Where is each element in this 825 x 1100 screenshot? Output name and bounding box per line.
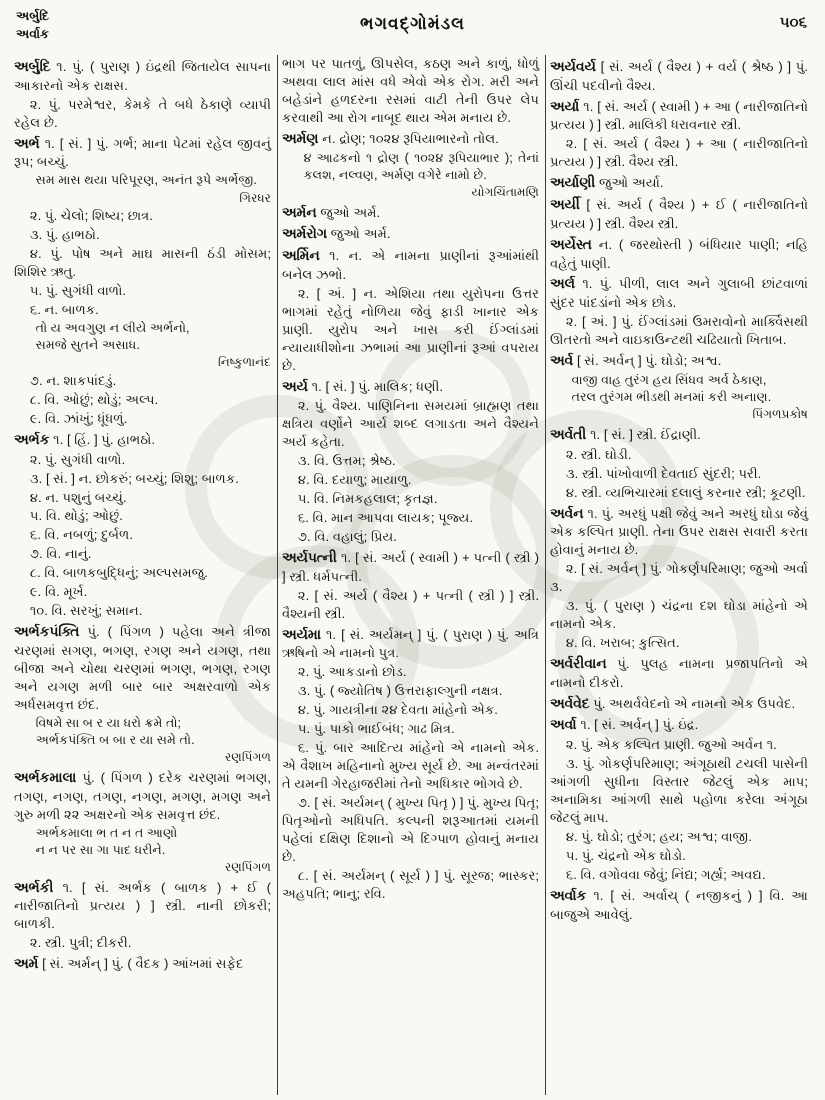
entry-sense: ૫. વિ. નિમકહલાલ; કૃતજ્ઞ. — [297, 491, 438, 507]
dictionary-entry: અર્વ [ સં. અર્વન્ ] પું. ઘોડો; અશ્વ. — [550, 353, 722, 369]
entry-sense: ૨. સ્ત્રી. ઘોડી. — [565, 446, 632, 462]
entry-sense: ૪. પું. પોષ અને માઘ માસની ઠંડી મોસમ; શિશિર ઋતુ. — [14, 246, 271, 280]
citation-source: રણપિંગળ — [225, 750, 271, 765]
dictionary-entry: અર્વા ૧. [ સં. અર્વન્ ] પું. ઇંદ્ર. — [550, 717, 699, 733]
dictionary-entry: અર્વાક ૧. [ સં. અર્વાચ્ ( નજીકનું ) ] વિ. આ બાજુએ આવેલું. — [550, 887, 808, 922]
entry-sense: ૨. [ સં. અર્ય ( વૈશ્ય ) + પત્ની ( સ્ત્રી ) ] સ્ત્રી. વૈશ્યની સ્ત્રી. — [282, 587, 539, 621]
quote-line: વાજી વાહ તુરંગ હય સિંધવ અર્વ ઠેકાણ, — [571, 372, 767, 387]
entry-sense: ૬. ન. બાળક. — [29, 301, 99, 317]
page-header — [16, 6, 809, 52]
entry-sense: ૪. વિ. દયાળુ; માયાળુ. — [297, 472, 412, 488]
page-number: ૫૦૬ — [779, 14, 807, 31]
dictionary-entry: અર્યમા ૧. [ સં. અર્યમન્ ] પું. ( પુરાણ ) પું. અત્રિ ઋષિનો એ નામનો પુત્ર. — [282, 626, 540, 661]
verse-quote — [14, 172, 271, 206]
book-title: ભગવદ્ગોમંડલ — [360, 14, 465, 33]
continuation-paragraph: ભાગ પર પાતળું, ઊપસેલ, કઠણ અને કાળું, ધોળું અથવા લાલ માંસ વધે એવો એક રોગ. મરી અને બહેડાંને હળદરના રસમાં વાટી તેની ઉપર લેપ કરવાથી આ રોગ નાબૂદ થાય એમ મનાય છે. — [282, 56, 539, 125]
guide-word-last: અર્વાક — [16, 26, 49, 41]
quote-line: ન ન પર સા ગા પાદ ધરીને. — [35, 842, 166, 857]
quote-line: તો ય અવગુણ ન લીયે અર્ભનો, — [35, 320, 190, 335]
headword: અર્ભકપંક્તિ — [14, 624, 88, 640]
citation-source: યોગચિંતામણિ — [471, 185, 539, 200]
entry-sense: ૨. પું. સુગંધી વાળો. — [29, 451, 126, 467]
entry-sense: ૬. વિ. નબળું; દુર્બળ. — [29, 527, 134, 543]
quote-line: અર્ભકમાલા ભ ત ન ત આણો — [35, 825, 178, 840]
entry-sense: ૧૦. વિ. સરખું; સમાન. — [29, 603, 143, 619]
entry-sense: ૩. [ સં. ] ન. છોકરું; બચ્ચું; શિશુ; બાળક. — [29, 470, 239, 486]
dictionary-entry: અર્વરીવાન પું. પુલહ નામના પ્રજાપતિનો એ નામનો દીકરો. — [550, 655, 808, 690]
entry-sense: ૨. પું. આકડાનો છોડ. — [297, 664, 407, 680]
entry-sense: ૮. [ સં. અર્યમન્ ( સૂર્ય ) ] પું. સૂરજ; ભાસ્કર; અહપતિ; ભાનુ; રવિ. — [282, 867, 539, 901]
verse-quote — [14, 825, 271, 876]
entry-sense: ૩. સ્ત્રી. પાંખોવાળી દેવતાઈ સુંદરી; પરી. — [565, 465, 762, 481]
dictionary-entry: અર્ભકી ૧. [ સં. અર્ભક ( બાળક ) + ઈ ( નારીજાતિનો પ્રત્યય ) ] સ્ત્રી. નાની છોકરી; બાળકી. — [14, 879, 271, 932]
headword: અર્વાક — [550, 887, 594, 903]
headword: અર્યા — [550, 98, 584, 114]
dictionary-entry: અર્યાણી જુઓ અર્યા. — [550, 175, 664, 191]
headword: અર્વા — [550, 717, 581, 733]
entry-sense: ૨. પું. એક કલ્પિત પ્રાણી. જુઓ અર્વન ૧. — [565, 737, 777, 753]
entry-sense: ૬. વિ. વગોવવા જેવું; નિંદ્ય; ગર્હ્ય; અવદ્ય. — [565, 866, 766, 882]
headword: અર્મણ — [282, 130, 323, 146]
entry-sense: ૭. ન. શાકપાંદડું. — [29, 373, 117, 389]
citation-source: ગિરધર — [239, 190, 271, 205]
entry-sense: ૯. વિ. ઝાંખું; ધૂંધળું. — [29, 410, 128, 426]
headword: અર્યેસ્ત — [550, 236, 599, 252]
headword: અર્યવર્ય — [550, 59, 601, 74]
dictionary-entry: અર્વવેદ પું. અથર્વવેદનો એ નામનો એક ઉપવેદ. — [550, 695, 796, 711]
entry-sense: ૩. પું. ગોકર્ણપરિમાણ; અંગૂઠાથી ટચલી પાસેની આંગળી સુધીના વિસ્તાર જેટલું એક માપ; અનામિકા આંગળી સાથે પહોળા કરેલા અંગૂઠા જેટલું માપ. — [550, 756, 808, 825]
dictionary-entry: અર્યવર્ય [ સં. અર્ય ( વૈશ્ય ) + વર્ય ( શ્રેષ્ઠ ) ] પું. ઊંચી પદવીનો વૈશ્ય. — [550, 59, 808, 93]
dictionary-entry: અર્મન જુઓ અર્મ. — [282, 204, 381, 220]
entry-sense: ૩. પું. ( પુરાણ ) ચંદ્રના દશ ઘોડા માંહેનો એ નામનો એક. — [550, 598, 808, 632]
headword: અર્યમા — [282, 626, 327, 642]
entry-sense: ૪. પું. ગાયત્રીના ૨૪ દેવતા માંહેનો એક. — [297, 702, 498, 718]
dictionary-entry: અર્યા ૧. [ સં. અર્ય ( સ્વામી ) + આ ( નારીજાતિનો પ્રત્યય ) ] સ્ત્રી. માલિકી ધરાવનાર સ્ત્રી. — [550, 98, 808, 133]
column-2 — [278, 55, 546, 1095]
dictionary-entry: અર્ભક ૧. [ હિં. ] પું. હાભઠો. — [14, 431, 155, 447]
entry-sense: ૪. વિ. ખરાબ; કુત્સિત. — [565, 635, 680, 651]
dictionary-entry: અર્મરોગ જુઓ અર્મ. — [282, 226, 391, 242]
dictionary-entry: અર્યપત્ની ૧. [ સં. અર્ય ( સ્વામી ) + પત્ની ( સ્ત્રી ) ] સ્ત્રી. ધર્મપત્ની. — [282, 550, 540, 584]
dictionary-entry: અર્મિન ૧. ન. એ નામના પ્રાણીનાં રૂઆંમાંથી બનેલ ઝભો. — [282, 248, 539, 282]
entry-sense: ૨. સ્ત્રી. પુત્રી; દીકરી. — [29, 935, 132, 951]
headword: અર્મરોગ — [282, 226, 331, 242]
entry-sense: ૩. વિ. ઉત્તમ; શ્રેષ્ઠ. — [297, 453, 396, 469]
entry-sense: ૫. વિ. થોડું; ઓછું. — [29, 508, 123, 524]
entry-sense: ૨. [ સં. અર્ય ( વૈશ્ય ) + આ ( નારીજાતિનો પ્રત્યય ) ] સ્ત્રી. વૈશ્ય સ્ત્રી. — [550, 136, 808, 170]
headword: અર્યપત્ની — [282, 550, 342, 566]
entry-sense: ૨. [ અં. ] પું. ઈંગ્લાંડમાં ઉમરાવોનો માર્ક્વિસથી ઊતરતો અને વાઇકાઉન્ટથી ચઢિયાતો ખિતાબ. — [550, 314, 808, 348]
headword: અર્બુદિ — [14, 59, 57, 74]
entry-sense: ૪. પું. ઘોડો; તુરંગ; હય; અશ્વ; વાજી. — [565, 828, 752, 844]
entry-sense: ૯. વિ. મૂર્ખ. — [29, 584, 88, 600]
citation-source: નિષ્કુળાનંદ — [218, 355, 271, 370]
headword: અર્યી — [550, 197, 587, 213]
entry-sense: ૪. ન. પશુનું બચ્ચું. — [29, 489, 127, 505]
dictionary-entry: અર્વતી ૧. [ સં. ] સ્ત્રી. ઈંદ્રાણી. — [550, 426, 701, 442]
headword: અર્યાણી — [550, 175, 600, 191]
verse-quote — [282, 150, 539, 201]
entry-sense: ૬. વિ. માન આપવા લાયક; પૂજ્ય. — [297, 510, 474, 526]
entry-sense: ૫. પું. સુગંધી વાળો. — [29, 282, 127, 298]
headword: અર્વતી — [550, 426, 591, 442]
headword: અર્વરીવાન — [550, 655, 618, 671]
quote-line: વિષમે સા બ ર યા ધરો ક્રમે તો; — [35, 715, 182, 730]
entry-sense: ૮. વિ. બાળકબુદ્ધિનું; અલ્પસમજુ. — [29, 565, 208, 581]
headword: અર્મિન — [282, 248, 330, 264]
headword: અર્ય — [282, 378, 312, 394]
entry-sense: ૫. પું. ચંદ્રનો એક ઘોડો. — [565, 847, 686, 863]
quote-line: તરલ તુરંગમ ભીડથી મનમાં કરી અનાણ. — [571, 390, 772, 405]
entry-sense: ૬. પું. બાર આદિત્ય માંહેનો એ નામનો એક. એ વૈશાખ મહિનાનો મુખ્ય સૂર્ય છે. આ મન્વંતરમાં તે યમની ગેરહાજરીમાં તેનો અધિકાર ભોગવે છે. — [282, 740, 539, 792]
dictionary-entry: અર્મ [ સં. અર્મન્ ] પું. ( વૈદક ) આંખમાં સફેદ — [14, 956, 244, 972]
entry-sense: ૫. પું. પાકો ભાઈબંધ; ગાઢ મિત્ર. — [297, 721, 455, 737]
dictionary-entry: અર્યેસ્ત ન. ( જરથોસ્તી ) બંધિયાર પાણી; નહિ વહેતું પાણી. — [550, 236, 808, 271]
quote-line: ૪ આઢકનો ૧ દ્રોણ ( ૧૦૨૪ રૂપિયાભાર ); તેનાં કલશ, નલ્વણ, અર્મણ વગેરે નામો છે. — [303, 150, 539, 182]
entry-sense: ૨. [ સં. અર્વન્ ] પું. ગોકર્ણપરિમાણ; જુઓ અર્વા ૩. — [550, 561, 808, 595]
entry-sense: ૭. વિ. નાનું. — [29, 546, 92, 562]
entry-sense: ૮. વિ. ઓછું; થોડું; અલ્પ. — [29, 391, 159, 407]
headword: અર્ભક — [14, 431, 54, 447]
quote-line: સમજે સુતને અસાધ. — [35, 338, 140, 353]
dictionary-entry: અર્ભ ૧. [ સં. ] પું. ગર્ભ; માના પેટમાં રહેલ જીવનું રૂપ; બચ્ચું. — [14, 135, 271, 170]
entry-sense: ૨. પું. પરમેશ્વર, કેમકે તે બધે ઠેકાણે વ્યાપી રહેલ છે. — [14, 96, 271, 130]
dictionary-entry: અર્મણ ન. દ્રોણ; ૧૦૨૪ રૂપિયાભારનો તોલ. — [282, 130, 499, 146]
dictionary-entry: અર્લ ૧. પું. પીળી, લાલ અને ગુલાબી છાંટવાળાં સુંદર પાંદડાંનો એક છોડ. — [550, 276, 808, 311]
dictionary-entry: અર્બુદિ ૧. પું. ( પુરાણ ) ઇંદ્રથી જિતાયેલ સાપના આકારનો એક રાક્ષસ. — [14, 59, 271, 93]
headword: અર્વ — [550, 353, 577, 369]
quote-line: સમ માસ થયા પરિપૂરણ, અનંત રૂપે અર્ભેજી. — [35, 173, 257, 188]
headword: અર્ભકી — [14, 879, 63, 895]
entry-sense: ૭. વિ. વહાલું; પ્રિય. — [297, 529, 397, 545]
verse-quote — [14, 715, 271, 766]
headword: અર્વવેદ — [550, 695, 594, 711]
headword: અર્લ — [550, 276, 583, 292]
text-columns — [10, 55, 815, 1095]
headword: અર્ભ — [14, 135, 45, 151]
dictionary-entry: અર્યી [ સં. અર્ય ( વૈશ્ય ) + ઈ ( નારીજાતિનો પ્રત્યય ) ] સ્ત્રી. વૈશ્ય સ્ત્રી. — [550, 197, 808, 231]
entry-sense: ૩. પું. હાભઠો. — [29, 227, 100, 243]
entry-sense: ૨. પું. ચેલો; શિષ્ય; છાત્ર. — [29, 208, 153, 224]
headword: અર્મન — [282, 204, 321, 220]
verse-quote — [550, 372, 808, 423]
entry-sense: ૩. પું. ( જ્યોતિષ ) ઉત્તરાફાલ્ગુની નક્ષત્ર. — [297, 683, 503, 699]
dictionary-entry: અર્વન ૧. પું. અરધું પક્ષી જેવું અને અરધું ઘોડા જેવું એક કલ્પિત પ્રાણી. તેના ઉપર રાક્ષસ સવારી કરતા હોવાનું મનાય છે. — [550, 505, 808, 558]
headword: અર્ભકમાલા — [14, 769, 83, 785]
citation-source: પિંગળપ્રકોષ — [752, 407, 808, 422]
entry-sense: ૨. પું. વૈશ્ય. પાણિનિના સમયમાં બ્રાહ્મણ તથા ક્ષત્રિય વર્ણોને આર્ય શબ્દ લગાડતા અને વૈશ્યને અર્ય કહેતા. — [282, 398, 539, 450]
entry-sense: ૨. [ અં. ] ન. એશિયા તથા યુરોપના ઉત્તર ભાગમાં રહેતું નોળિયા જેવું ફાડી ખાનાર એક પ્રાણી. યુરોપ અને ખાસ કરી ઈંગ્લાંડમાં ન્યાયાધીશોના ઝભામાં આ પ્રાણીનાં રૂઆં વપરાય છે. — [282, 285, 539, 373]
quote-line: અર્ભકપંક્તિ બ બા ર યા સમે તો. — [35, 733, 195, 748]
headword: અર્મ — [14, 956, 43, 972]
column-1 — [10, 55, 278, 1095]
column-3 — [546, 55, 814, 1095]
dictionary-entry: અર્ભકમાલા પું. ( પિંગળ ) દરેક ચરણમાં ભગણ, તગણ, નગણ, તગણ, નગણ, મગણ, મગણ અને ગુરુ મળી ૨૨ અક્ષરનો એક સમવૃત્ત છંદ. — [14, 769, 271, 822]
entry-sense: ૭. [ સં. અર્યમન્ ( મુખ્ય પિતૃ ) ] પું. મુખ્ય પિતૃ; પિતૃઓનો અધિપતિ. કલ્પની શરૂઆતમાં યમની પહેલાં દક્ષિણ દિશાનો એ દિગ્પાળ હોવાનું મનાય છે. — [282, 795, 539, 864]
headword: અર્વન — [550, 505, 588, 521]
guide-word-first: અર્બુદિ — [16, 9, 50, 23]
citation-source: રણપિંગળ — [225, 860, 271, 875]
dictionary-entry: અર્ભકપંક્તિ પું. ( પિંગળ ) પહેલા અને ત્રીજા ચરણમાં સગણ, ભગણ, રગણ અને યગણ, તથા બીજા અને ચોથા ચરણમાં ભગણ, ભગણ, રગણ અને યગણ મળી બાર બાર અક્ષરવાળો એક અર્ધસમવૃત્ત છંદ. — [14, 624, 271, 712]
verse-quote — [14, 320, 271, 371]
dictionary-entry: અર્ય ૧. [ સં. ] પું. માલિક; ધણી. — [282, 378, 444, 394]
entry-sense: ૪. સ્ત્રી. વ્યભિચારમાં દલાલું કરનાર સ્ત્રી; કૂટણી. — [565, 484, 806, 500]
